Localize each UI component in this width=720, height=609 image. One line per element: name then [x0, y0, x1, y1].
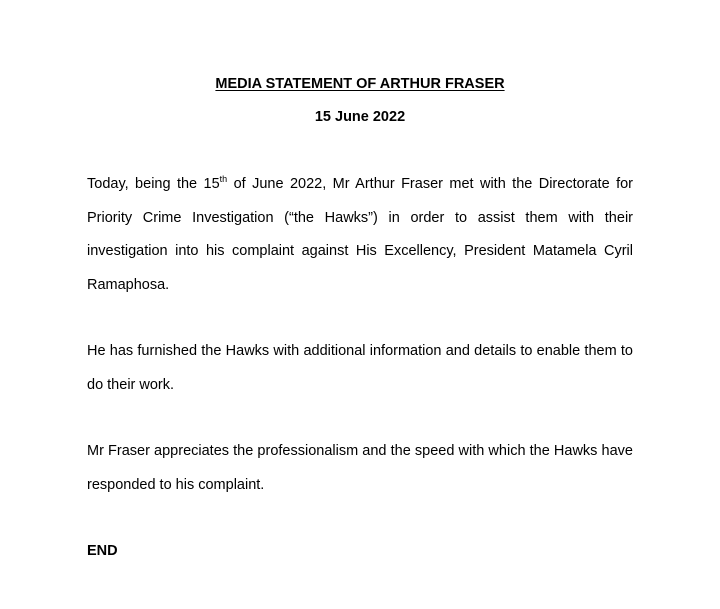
paragraph-meeting-start: Today, being the 15 — [87, 176, 220, 192]
end-marker: END — [87, 543, 118, 559]
paragraph-information: He has furnished the Hawks with additional information and details to enable them to do their work. — [87, 343, 633, 393]
statement-title: MEDIA STATEMENT OF ARTHUR FRASER — [215, 76, 505, 92]
paragraph-meeting — [87, 168, 633, 302]
statement-date: 15 June 2022 — [314, 109, 406, 125]
paragraph-meeting-rest: of June 2022, Mr Arthur Fraser met with the Directorate for Priority Crime Investigation (“the Hawks”) in order to assist them with their investigation into his complaint against His Excellency, President Matamela Cyril Ramaphosa. — [87, 176, 633, 293]
ordinal-suffix: th — [219, 174, 228, 184]
paragraph-appreciation: Mr Fraser appreciates the professionalism and the speed with which the Hawks have responded to his complaint. — [87, 443, 633, 493]
